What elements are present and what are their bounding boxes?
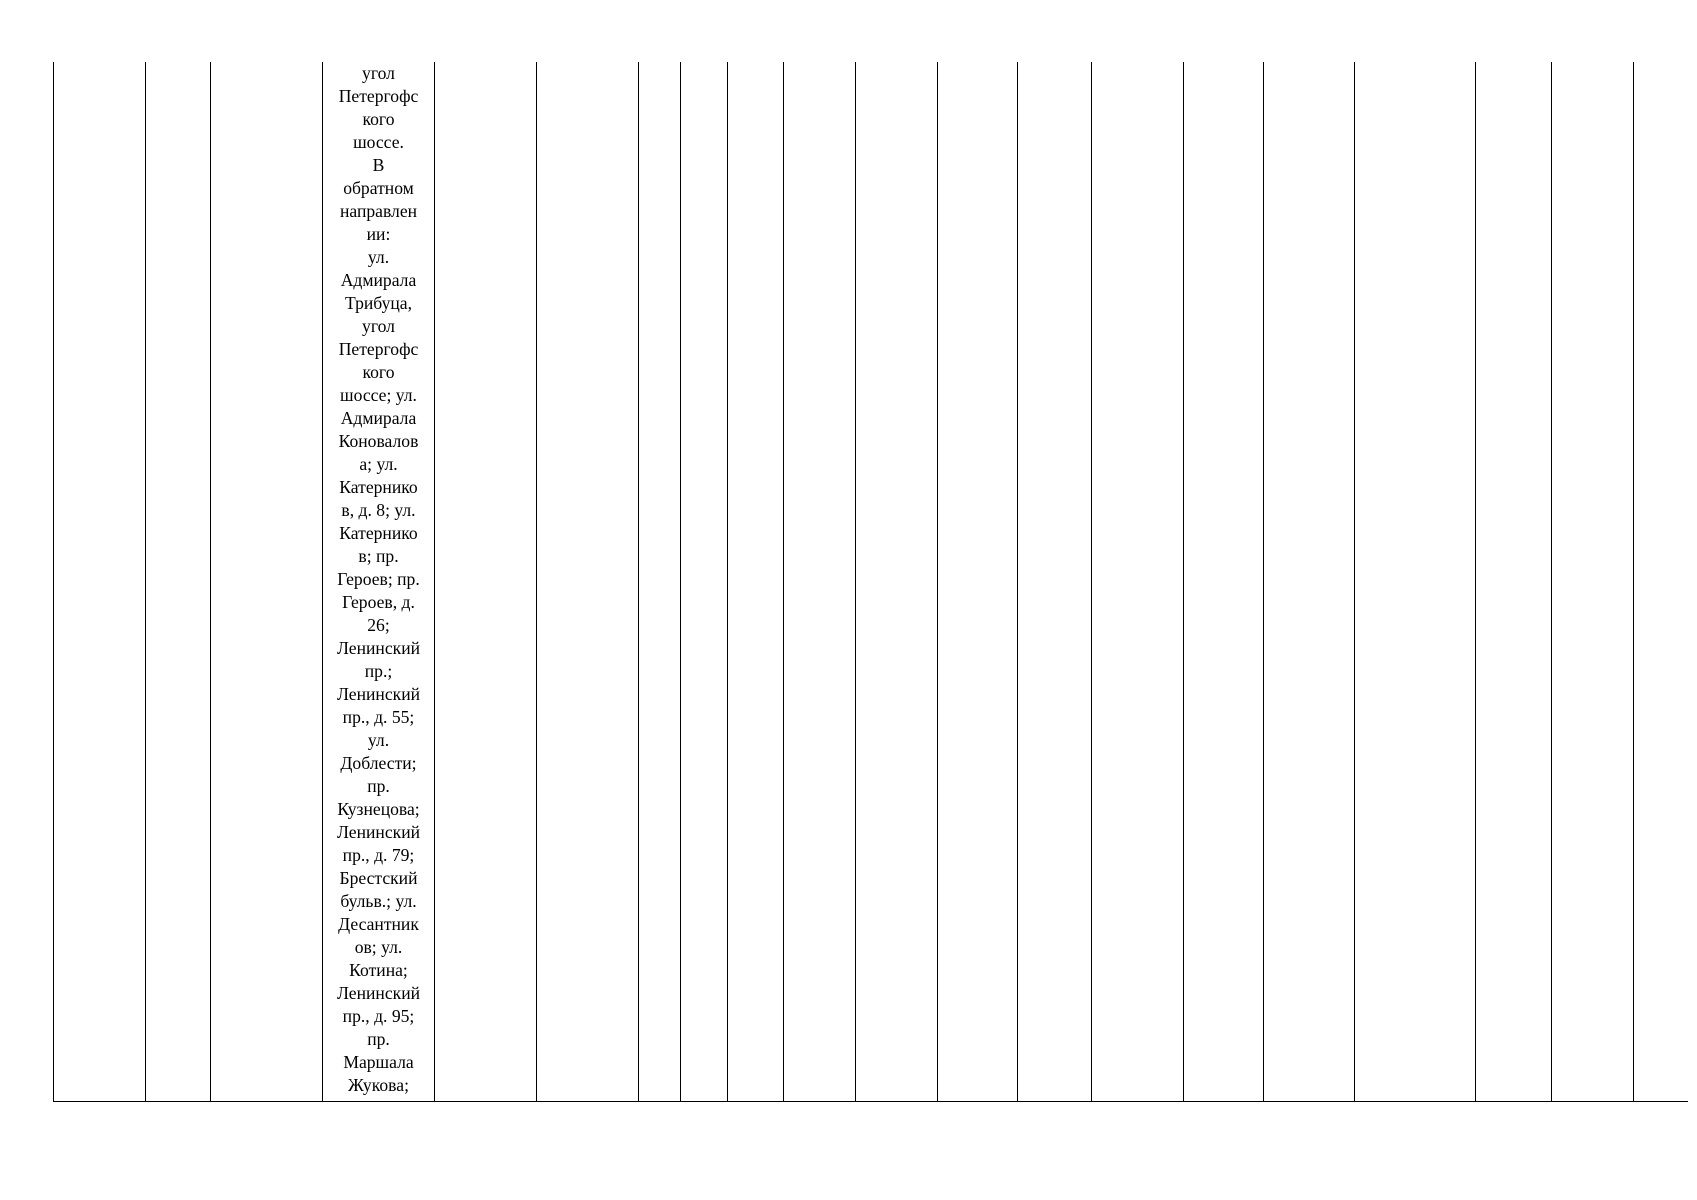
table-row <box>54 62 1688 1102</box>
table-cell <box>938 62 1018 1102</box>
table-cell <box>211 62 323 1102</box>
table-cell <box>537 62 639 1102</box>
route-description-cell <box>323 62 435 1102</box>
table-cell <box>54 62 146 1102</box>
table-cell <box>1552 62 1634 1102</box>
table-cell <box>435 62 537 1102</box>
table-cell <box>1355 62 1476 1102</box>
route-description-text: угол Петергофс кого шоссе. В обратном направлен ии: ул. Адмирала Трибуца, угол Петергофс кого шоссе; ул. Адмирала Коновалов а; ул. Катернико в, д. 8; ул. Катернико в; пр. Героев; пр. Героев, д. 26; Ленинский пр.; Ленинский пр., д. 55; ул. Доблести; пр. Кузнецова; Ленинский пр., д. 79; Брестский бульв.; ул. Десантник ов; ул. Котина; Ленинский пр., д. 95; пр. Маршала Жукова; <box>336 63 421 1095</box>
table-cell <box>856 62 938 1102</box>
table-cell <box>1264 62 1355 1102</box>
table-cell <box>681 62 728 1102</box>
table-cell <box>1092 62 1184 1102</box>
table-cell <box>728 62 784 1102</box>
table-cell <box>639 62 681 1102</box>
table-cell <box>146 62 211 1102</box>
table-cell <box>1634 62 1688 1102</box>
table-cell <box>1476 62 1552 1102</box>
route-table <box>53 62 1688 1102</box>
table-cell <box>1184 62 1264 1102</box>
table-cell <box>784 62 856 1102</box>
table-cell <box>1018 62 1092 1102</box>
